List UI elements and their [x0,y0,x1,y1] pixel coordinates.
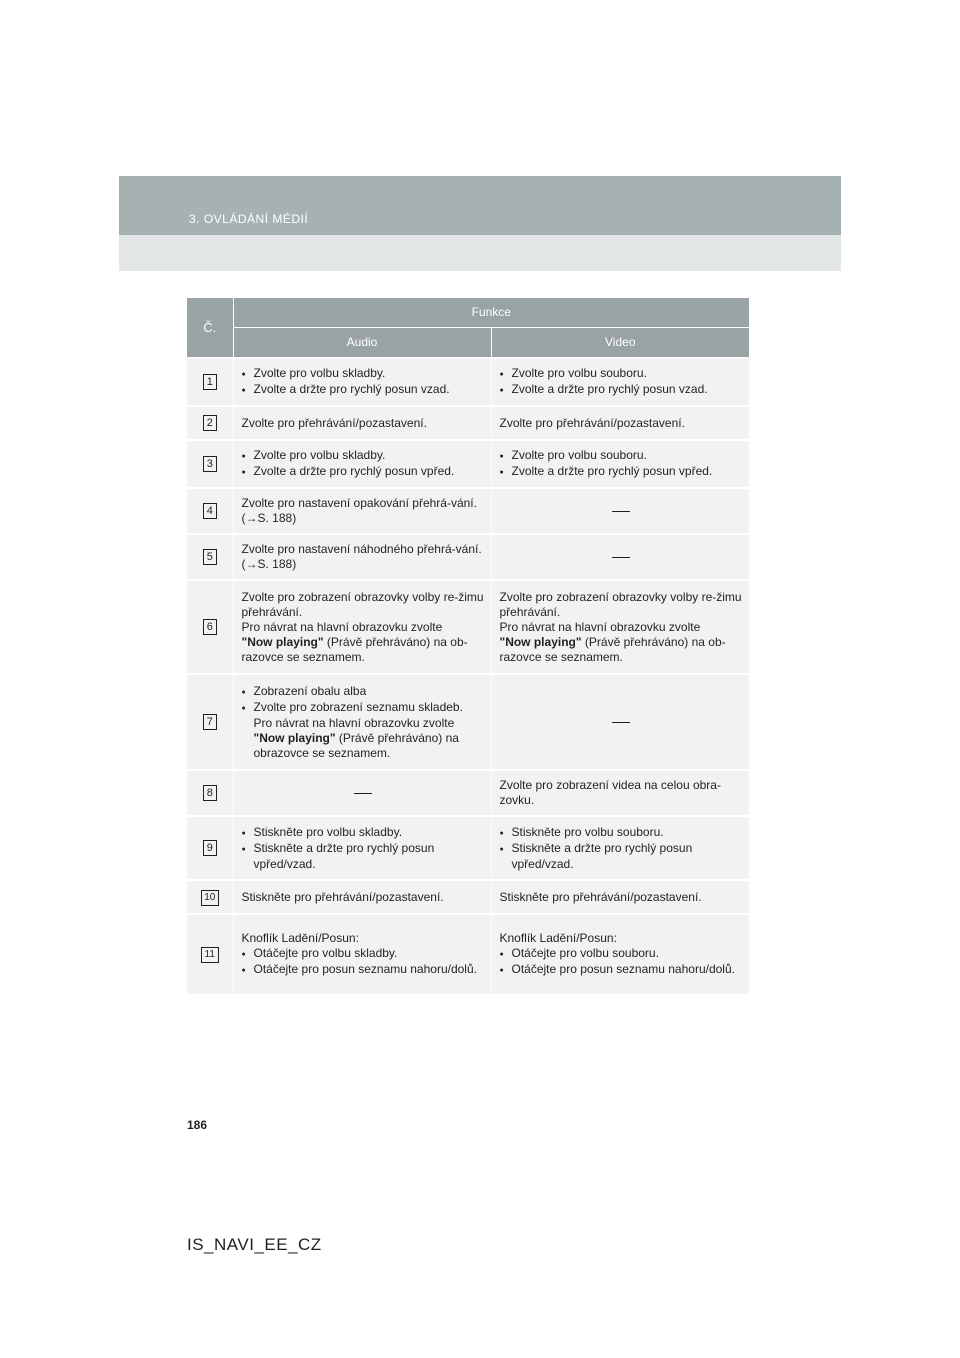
table-row [187,674,749,770]
video-cell: Zvolte pro přehrávání/pozastavení. [491,406,749,440]
video-bullet: ● Otáčejte pro posun seznamu nahoru/dolů. [500,962,744,978]
now-playing-label: "Now playing" [499,634,582,649]
header-bar [119,176,841,235]
video-bullet: ● Zvolte a držte pro rychlý posun vpřed. [500,464,744,480]
row-number: 8 [203,785,217,801]
video-bullet: ● Stiskněte pro volbu souboru. [500,825,744,841]
audio-text: Zvolte pro zobrazení seznamu skladeb. Pro návrat na hlavní obrazovku zvolte [253,699,463,730]
document-code: IS_NAVI_EE_CZ [187,1235,322,1254]
not-applicable-dash [612,557,630,558]
table-row [187,880,749,914]
row-number: 11 [201,947,219,963]
row-number: 6 [203,619,217,635]
audio-bullet: ● Otáčejte pro volbu skladby. [242,946,485,962]
table-row [187,914,749,994]
row-number: 9 [203,840,217,856]
table-row [187,580,749,674]
audio-bullet: ● Zvolte a držte pro rychlý posun vzad. [242,382,485,398]
header-band [119,176,841,271]
audio-bullet: ● Zobrazení obalu alba [242,684,485,700]
row-number: 1 [203,374,217,390]
table-row [187,358,749,406]
row-number: 3 [203,456,217,472]
section-title: 3. OVLÁDÁNÍ MÉDIÍ [189,212,309,226]
function-table [187,298,749,994]
row-number: 2 [203,415,217,431]
table-row [187,440,749,488]
audio-bullet: ● Otáčejte pro posun seznamu nahoru/dolů. [242,962,485,978]
audio-text: Pro návrat na hlavní obrazovku zvolte [241,619,443,634]
audio-cell: Zvolte pro přehrávání/pozastavení. [233,406,491,440]
audio-text: (Právě přehráváno) na ob-razovce se seznamem. [241,634,468,664]
audio-text: Zvolte pro zobrazení obrazovky volby re-žimu přehrávání. [241,589,484,619]
not-applicable-dash [354,793,372,794]
table-row [187,406,749,440]
audio-bullet: ● Stiskněte pro volbu skladby. [242,825,485,841]
audio-bullet: ● Stiskněte a držte pro rychlý posun vpřed/vzad. [242,841,485,872]
video-cell: Stiskněte pro přehrávání/pozastavení. [491,880,749,914]
audio-text: Knoflík Ladění/Posun: [241,931,359,945]
page-number: 186 [187,1118,208,1132]
video-cell: Zvolte pro zobrazení videa na celou obra-zovku. [491,770,749,816]
video-text: (Právě přehráváno) na ob-razovce se seznamem. [499,634,726,664]
header-audio: Audio [233,328,491,359]
audio-cell: Stiskněte pro přehrávání/pozastavení. [233,880,491,914]
video-bullet: ● Zvolte pro volbu souboru. [500,448,744,464]
audio-text: (Právě přehráváno) na obrazovce se seznamem. [253,730,459,760]
audio-bullet: ● Zvolte a držte pro rychlý posun vpřed. [242,464,485,480]
audio-bullet [242,700,485,761]
video-bullet: ● Zvolte pro volbu souboru. [500,366,744,382]
video-text: Pro návrat na hlavní obrazovku zvolte [499,619,701,634]
row-number: 4 [203,503,217,519]
video-bullet: ● Otáčejte pro volbu souboru. [500,946,744,962]
now-playing-label: "Now playing" [253,730,336,745]
audio-cell: Zvolte pro nastavení opakování přehrá-vání. (→S. 188) [233,488,491,534]
not-applicable-dash [612,511,630,512]
table-row [187,534,749,580]
table-row [187,816,749,880]
header-number: Č. [187,298,233,358]
video-text: Knoflík Ladění/Posun: [499,931,617,945]
audio-bullet: ● Zvolte pro volbu skladby. [242,448,485,464]
row-number: 7 [203,714,217,730]
video-bullet: ● Zvolte a držte pro rychlý posun vzad. [500,382,744,398]
header-video: Video [491,328,749,359]
header-funkce: Funkce [233,298,749,328]
audio-cell: Zvolte pro nastavení náhodného přehrá-vání. (→S. 188) [233,534,491,580]
not-applicable-dash [612,722,630,723]
audio-bullet: ● Zvolte pro volbu skladby. [242,366,485,382]
table-row [187,770,749,816]
now-playing-label: "Now playing" [241,634,324,649]
row-number: 10 [201,890,219,906]
video-bullet: ● Stiskněte a držte pro rychlý posun vpřed/vzad. [500,841,744,872]
row-number: 5 [203,549,217,565]
table-row [187,488,749,534]
video-text: Zvolte pro zobrazení obrazovky volby re-žimu přehrávání. [499,589,742,619]
